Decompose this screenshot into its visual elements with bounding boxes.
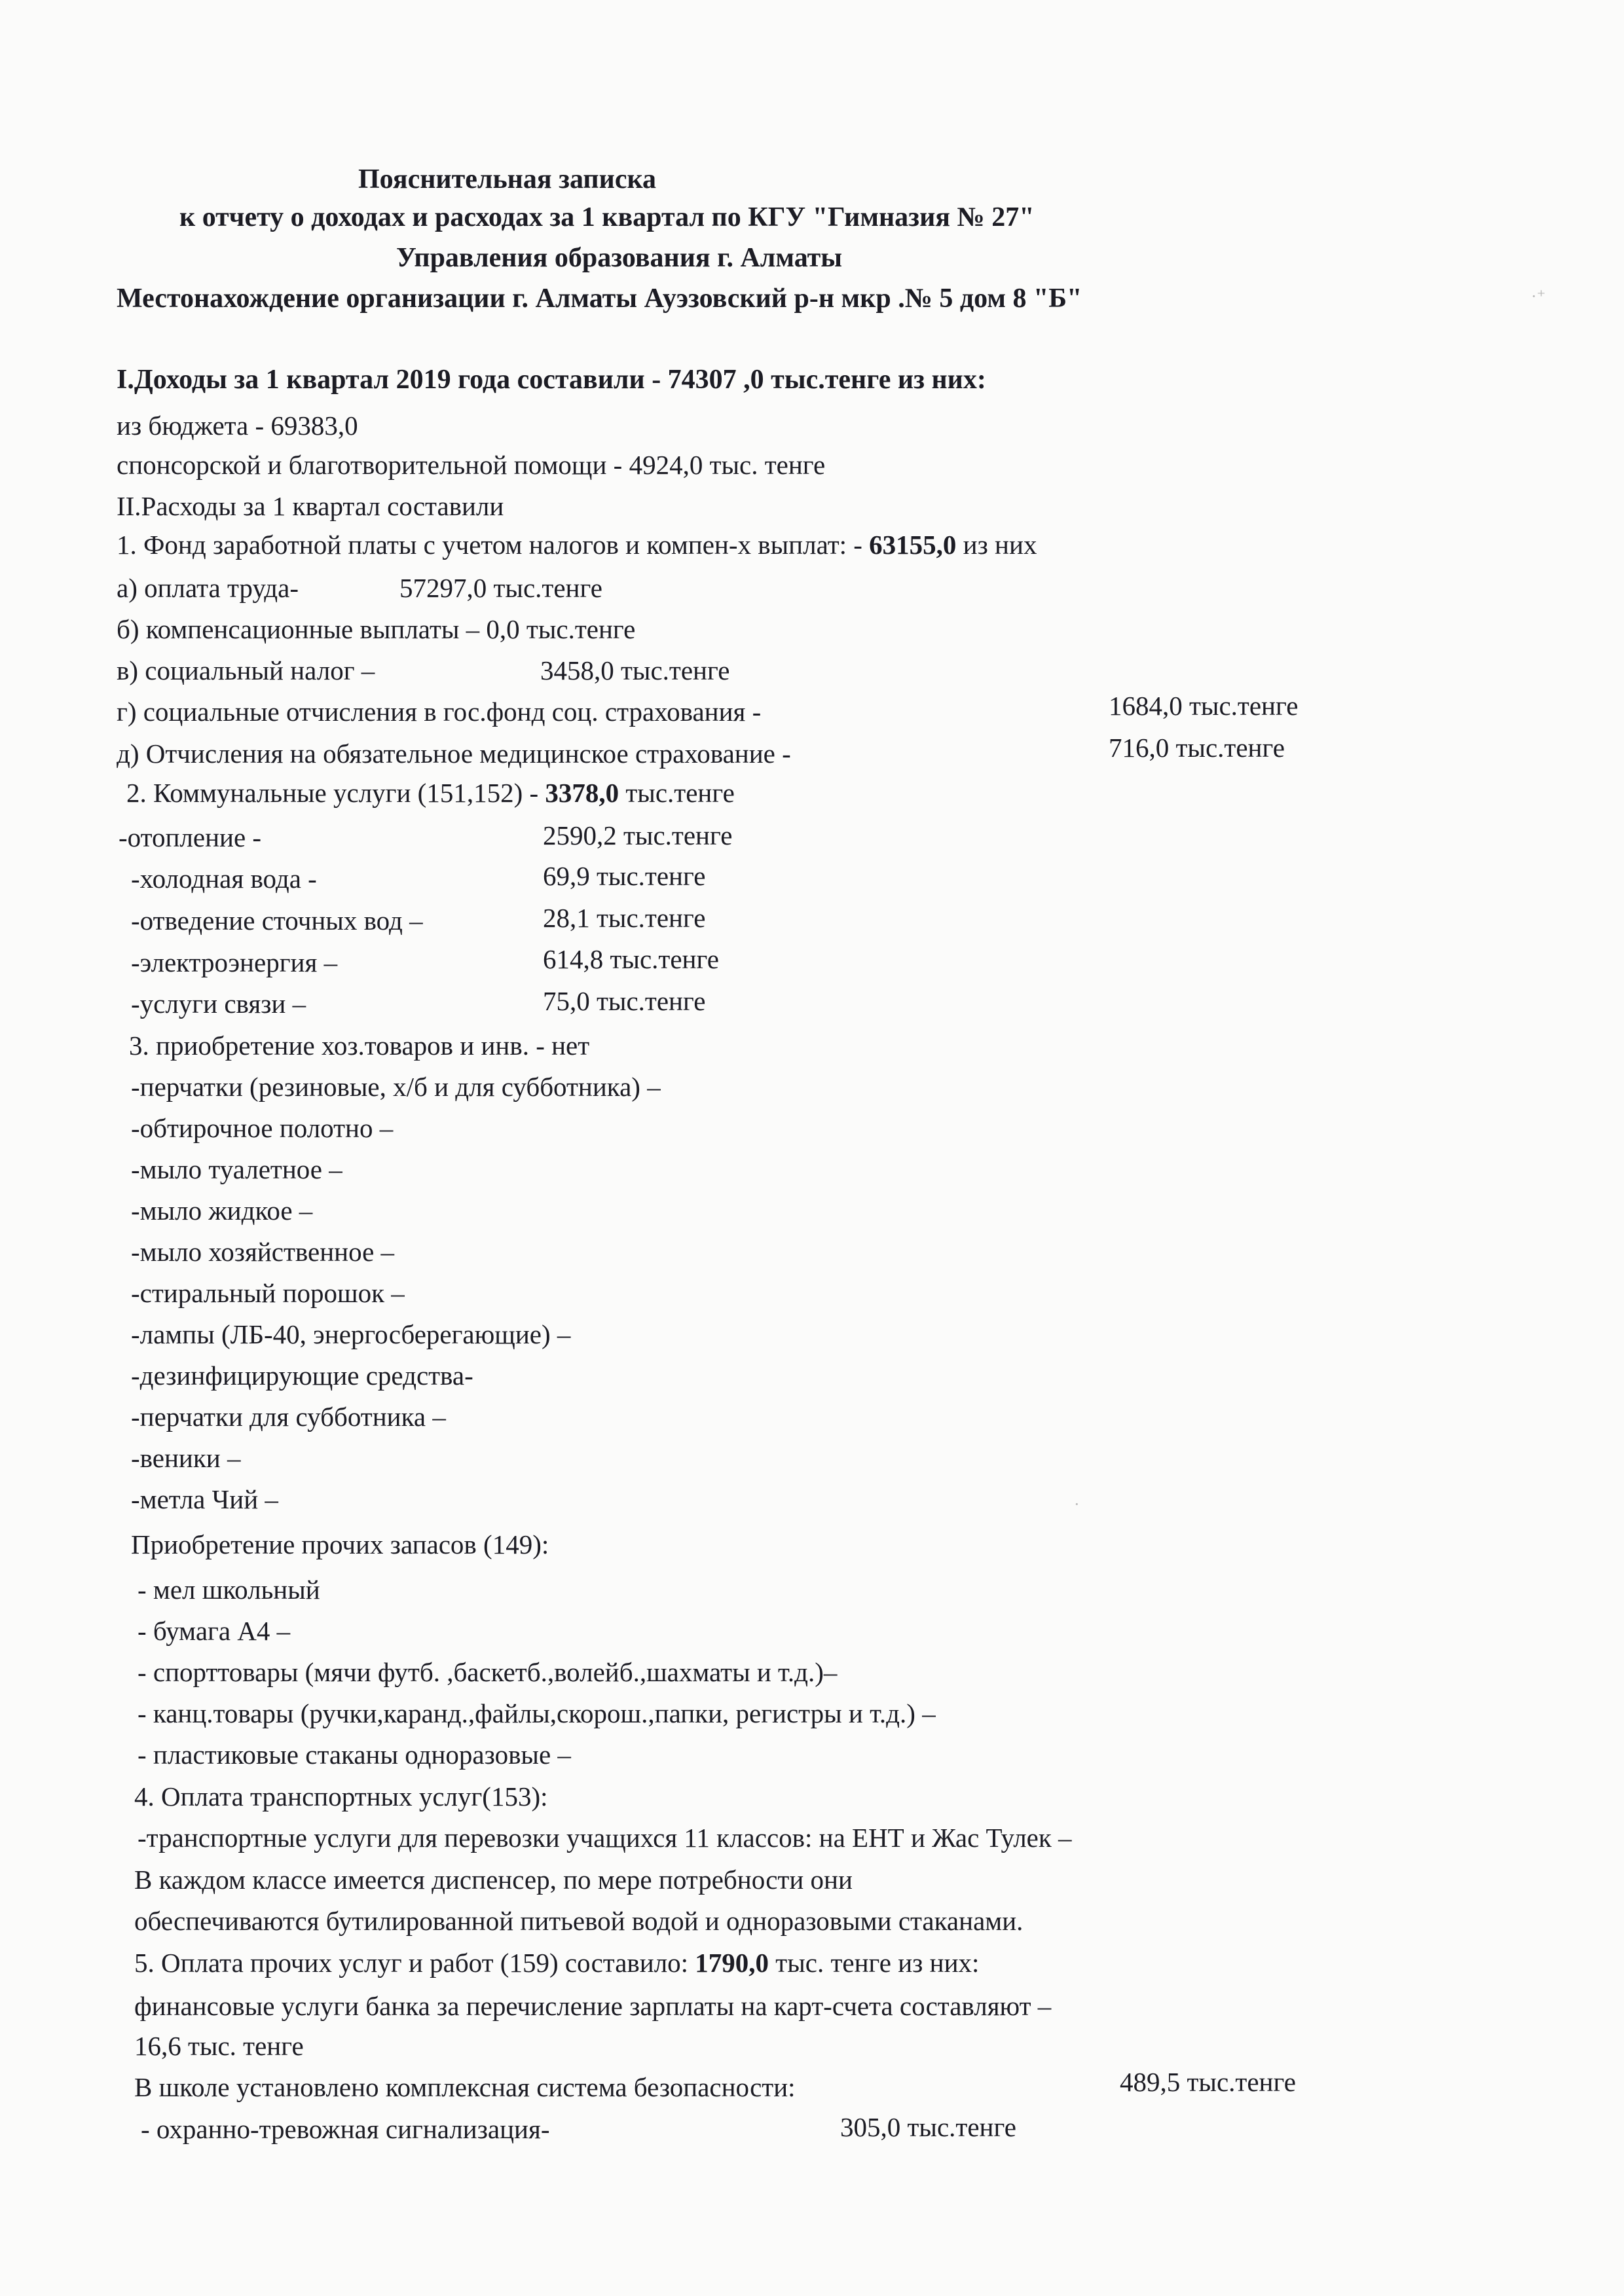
utility-label: -отведение сточных вод –: [131, 905, 423, 936]
supply-item: -веники –: [131, 1443, 241, 1473]
supply-item: -мыло туалетное –: [131, 1154, 342, 1184]
payroll-a-label: а) оплата труда-: [117, 573, 299, 603]
utility-value: 75,0 тыс.тенге: [543, 986, 706, 1016]
utilities-value: 3378,0: [545, 778, 619, 808]
supplies-heading: 3. приобретение хоз.товаров и инв. - нет: [129, 1030, 590, 1061]
other-stock-item: - бумага А4 –: [138, 1616, 291, 1646]
transport-heading: 4. Оплата транспортных услуг(153):: [134, 1781, 548, 1812]
doc-subtitle: к отчету о доходах и расходах за 1 квартал по КГУ "Гимназия № 27": [179, 202, 1035, 232]
payroll-label: 1. Фонд заработной платы с учетом налогов и компен-х выплат: -: [117, 530, 870, 560]
supply-item: -мыло хозяйственное –: [131, 1237, 395, 1267]
supply-item: -метла Чий –: [131, 1484, 278, 1514]
bank-services-amount: 16,6 тыс. тенге: [134, 2031, 304, 2061]
other-services-suffix: тыс. тенге из них:: [769, 1948, 980, 1978]
payroll-b: б) компенсационные выплаты – 0,0 тыс.тенге: [117, 614, 636, 644]
payroll-d-value: 1684,0 тыс.тенге: [1109, 691, 1299, 721]
income-heading: I.Доходы за 1 квартал 2019 года составили - 74307 ,0 тыс.тенге из них:: [117, 365, 986, 395]
supply-item: -мыло жидкое –: [131, 1195, 313, 1226]
utilities-heading: [126, 780, 735, 807]
payroll-e-value: 716,0 тыс.тенге: [1109, 733, 1285, 763]
supply-item: -лампы (ЛБ-40, энергосберегающие) –: [131, 1319, 571, 1349]
utility-value: 28,1 тыс.тенге: [543, 903, 706, 933]
utilities-suffix: тыс.тенге: [619, 778, 735, 808]
utility-label: -электроэнергия –: [131, 947, 338, 977]
scan-speck: ·: [1074, 1495, 1080, 1514]
bank-services: финансовые услуги банка за перечисление зарплаты на карт-счета составляют –: [134, 1991, 1052, 2021]
income-sponsor: спонсорской и благотворительной помощи - 4924,0 тыс. тенге: [117, 450, 826, 480]
expenses-heading: II.Расходы за 1 квартал составили: [117, 491, 504, 521]
supply-item: -перчатки (резиновые, х/б и для субботника) –: [131, 1072, 661, 1102]
utility-label: -услуги связи –: [131, 989, 306, 1019]
doc-org: Управления образования г. Алматы: [396, 243, 843, 273]
transport-item: -транспортные услуги для перевозки учащихся 11 классов: на ЕНТ и Жас Тулек –: [138, 1823, 1072, 1853]
utilities-label: 2. Коммунальные услуги (151,152) -: [126, 778, 545, 808]
other-services-label: 5. Оплата прочих услуг и работ (159) составило:: [134, 1948, 695, 1978]
other-stock-item: - мел школьный: [138, 1575, 320, 1605]
doc-title: Пояснительная записка: [358, 164, 657, 194]
supply-item: -стиральный порошок –: [131, 1278, 405, 1308]
payroll-value: 63155,0: [869, 530, 957, 560]
payroll-c-value: 3458,0 тыс.тенге: [540, 655, 730, 685]
other-stock-item: - спорттовары (мячи футб. ,баскетб.,волейб.,шахматы и т.д.)–: [138, 1657, 838, 1687]
payroll-suffix: из них: [956, 530, 1037, 560]
income-budget: из бюджета - 69383,0: [117, 410, 358, 441]
security-label: В школе установлено комплексная система безопасности:: [134, 2072, 796, 2102]
security-value: 489,5 тыс.тенге: [1120, 2067, 1296, 2097]
supply-item: -перчатки для субботника –: [131, 1402, 446, 1432]
other-services-heading: [134, 1950, 979, 1977]
utility-value: 614,8 тыс.тенге: [543, 944, 719, 974]
transport-note: обеспечиваются бутилированной питьевой водой и одноразовыми стаканами.: [134, 1906, 1024, 1936]
supply-item: -обтирочное полотно –: [131, 1113, 394, 1143]
utility-label: -холодная вода -: [131, 864, 317, 894]
alarm-value: 305,0 тыс.тенге: [840, 2112, 1016, 2142]
utility-label: -отопление -: [119, 822, 262, 852]
other-services-value: 1790,0: [695, 1948, 769, 1978]
payroll-c-label: в) социальный налог –: [117, 655, 375, 685]
doc-location: Местонахождение организации г. Алматы Ауэзовский р-н мкр .№ 5 дом 8 "Б": [117, 283, 1082, 314]
other-stock-heading: Приобретение прочих запасов (149):: [131, 1529, 549, 1559]
payroll-d-label: г) социальные отчисления в гос.фонд соц. страхования -: [117, 697, 762, 727]
scan-speck: ·⁺: [1531, 287, 1546, 306]
utility-value: 2590,2 тыс.тенге: [543, 820, 733, 850]
payroll-heading: [117, 532, 1037, 558]
supply-item: -дезинфицирующие средства-: [131, 1360, 473, 1391]
other-stock-item: - пластиковые стаканы одноразовые –: [138, 1740, 571, 1770]
payroll-e-label: д) Отчисления на обязательное медицинское страхование -: [117, 738, 791, 769]
utility-value: 69,9 тыс.тенге: [543, 861, 706, 891]
transport-note: В каждом классе имеется диспенсер, по мере потребности они: [134, 1865, 853, 1895]
payroll-a-value: 57297,0 тыс.тенге: [399, 573, 602, 603]
alarm-label: - охранно-тревожная сигнализация-: [141, 2114, 550, 2144]
other-stock-item: - канц.товары (ручки,каранд.,файлы,скорош.,папки, регистры и т.д.) –: [138, 1698, 936, 1728]
